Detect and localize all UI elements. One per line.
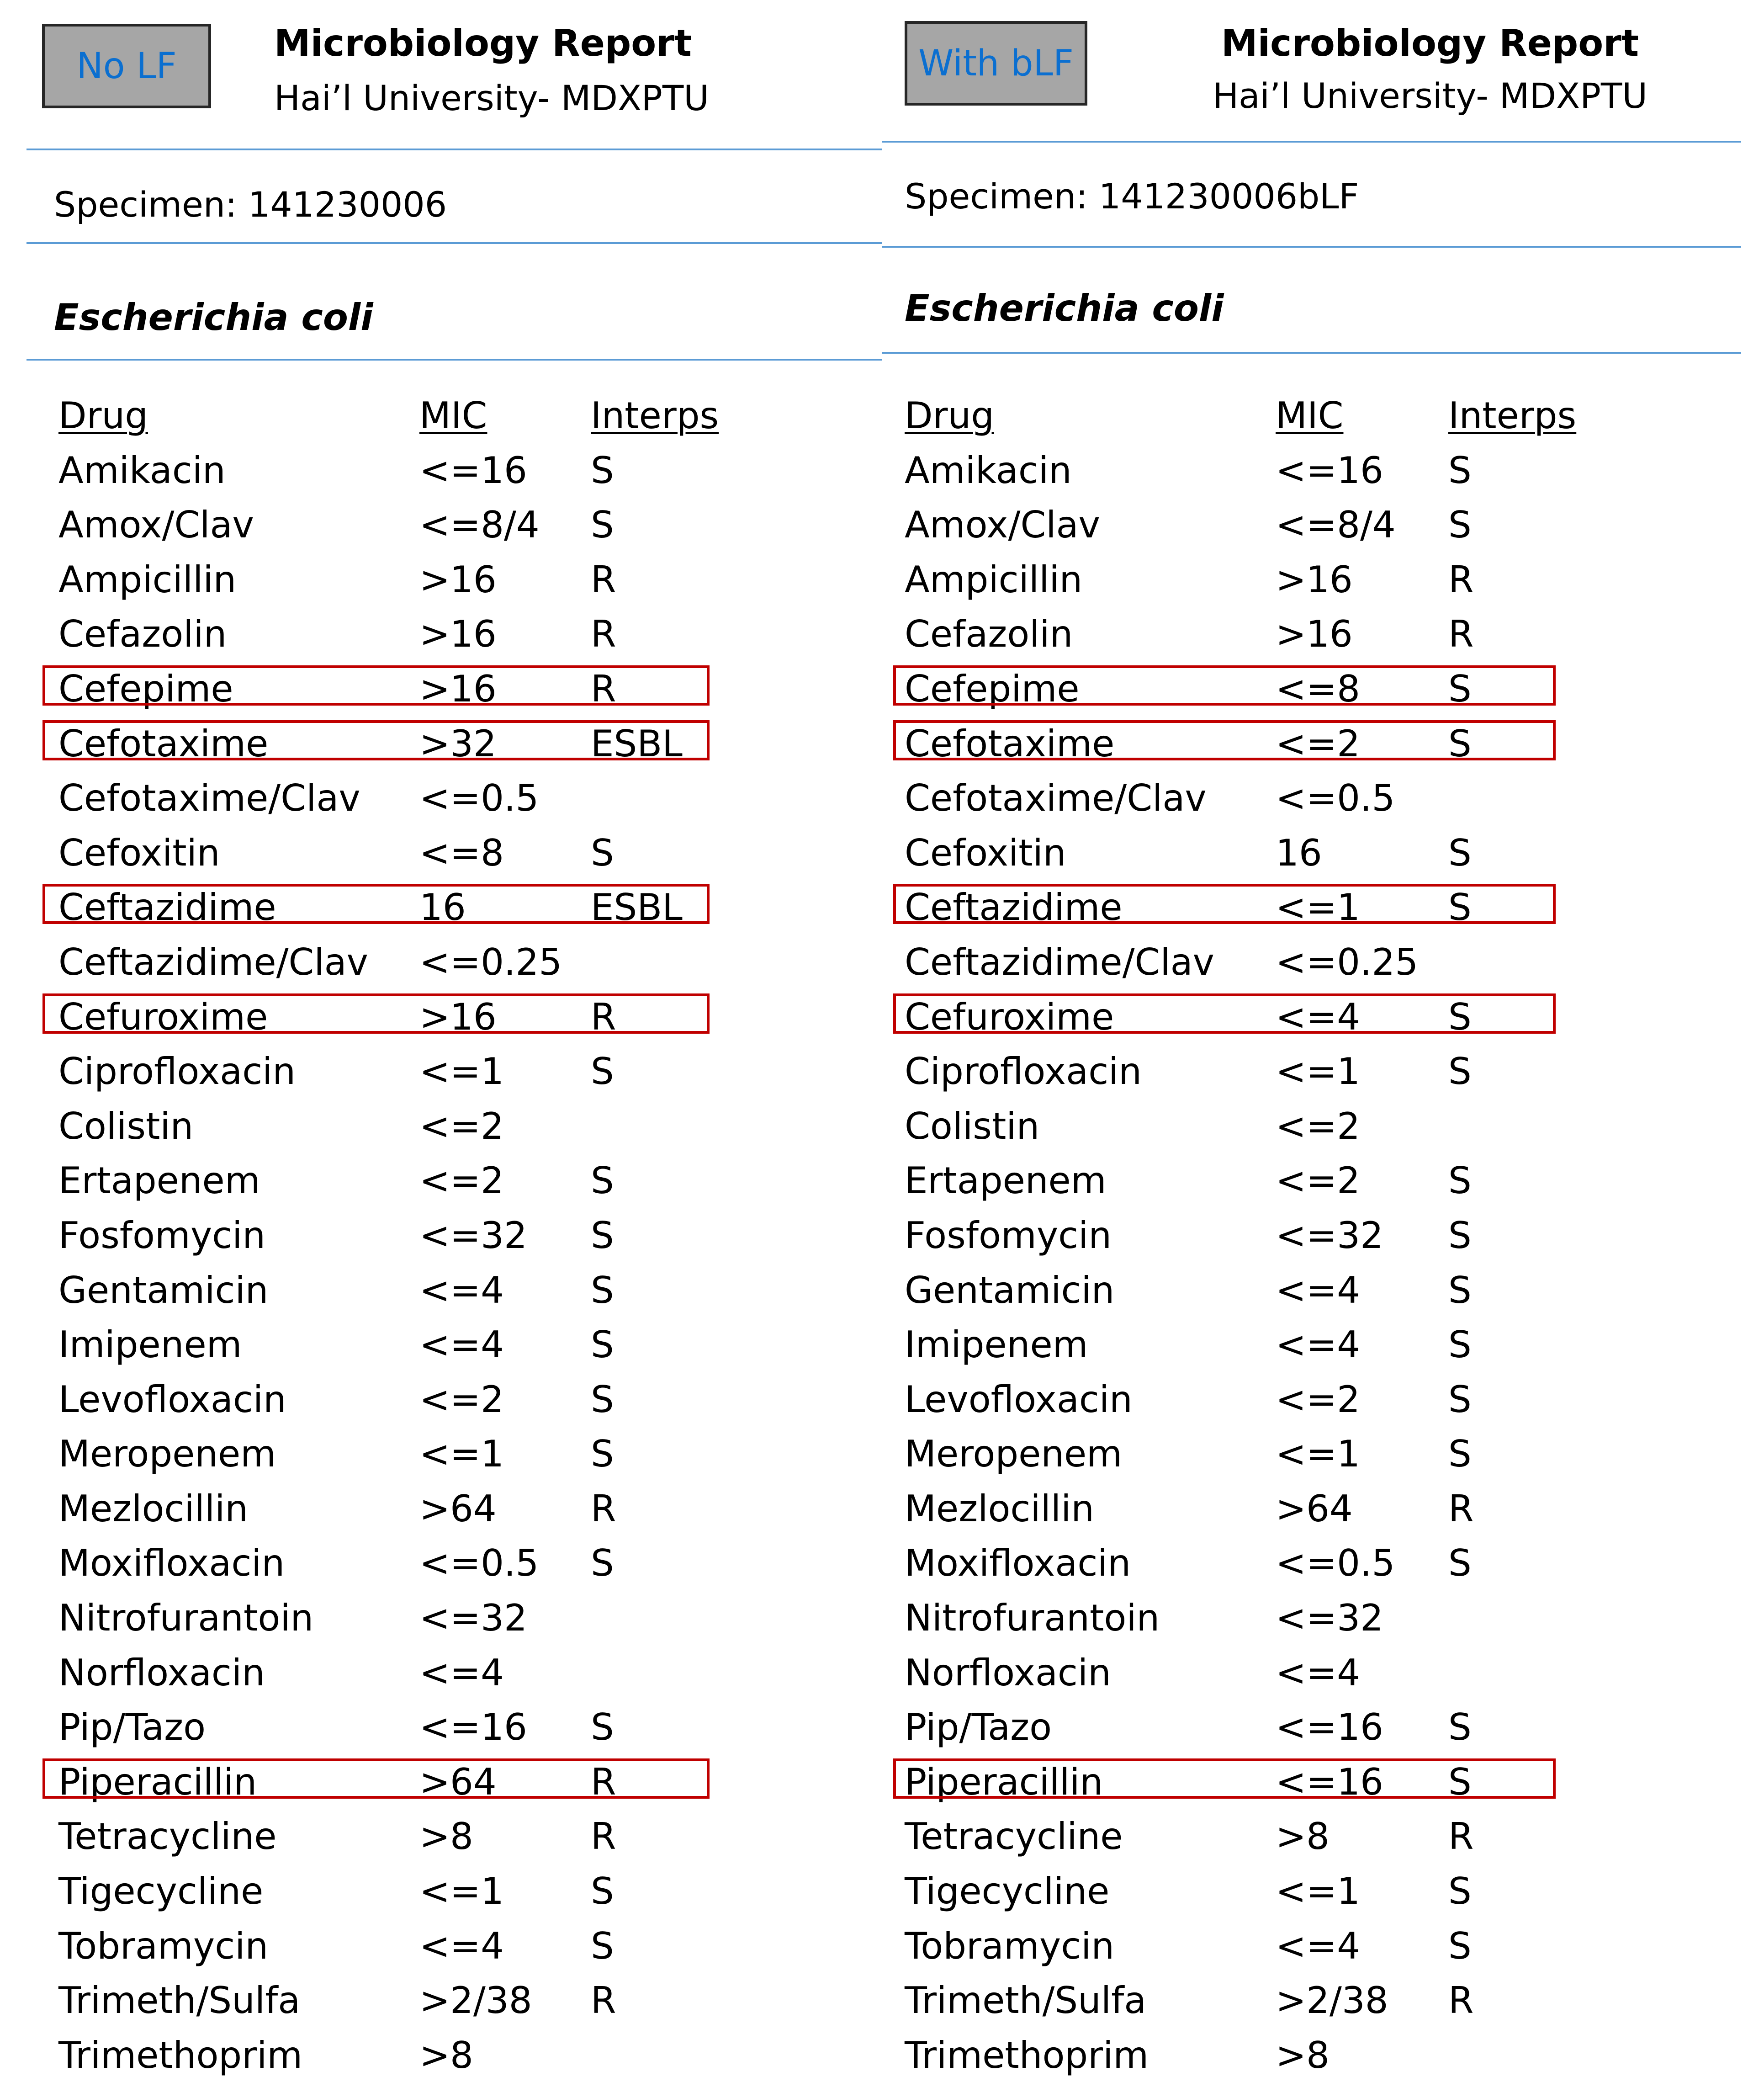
report-title: Microbiology Report [274,22,692,64]
drug-name: Piperacillin [905,1760,1103,1803]
mic-value: >32 [419,722,497,765]
drug-name: Ceftazidime [58,886,276,929]
drug-name: Trimethoprim [905,2034,1149,2077]
interpretation: S [1448,504,1472,547]
mic-value: <=16 [1276,449,1383,492]
interpretation: R [591,613,616,656]
mic-value: <=16 [419,1706,527,1749]
drug-name: Imipenem [58,1323,242,1366]
mic-value: <=4 [419,1323,504,1366]
mic-value: <=1 [1276,1870,1360,1913]
drug-name: Amikacin [58,449,226,492]
drug-name: Moxifloxacin [905,1542,1131,1585]
interpretation: S [591,1214,614,1257]
interpretation: ESBL [591,886,683,929]
mic-value: >16 [419,558,497,601]
drug-name: Trimeth/Sulfa [905,1979,1147,2022]
interpretation: S [1448,1378,1472,1421]
mic-value: 16 [1276,831,1322,874]
column-header-mic: MIC [419,394,487,437]
mic-value: <=2 [1276,1105,1360,1147]
mic-value: >16 [1276,613,1353,656]
interpretation: S [1448,449,1472,492]
specimen-id: Specimen: 141230006 [54,184,447,225]
drug-name: Trimeth/Sulfa [58,1979,301,2022]
interpretation: R [591,667,616,710]
interpretation: S [591,1706,614,1749]
specimen-id: Specimen: 141230006bLF [905,176,1359,217]
mic-value: <=8 [419,831,504,874]
organism-name: Escherichia coli [54,296,373,339]
mic-value: <=32 [1276,1214,1383,1257]
interpretation: S [1448,1269,1472,1312]
interpretation: R [1448,1487,1474,1530]
drug-name: Ciprofloxacin [905,1050,1142,1093]
mic-value: <=2 [1276,1159,1360,1202]
interpretation: S [591,1433,614,1476]
drug-name: Cefoxitin [58,831,220,874]
mic-value: <=4 [419,1924,504,1967]
interpretation: R [1448,558,1474,601]
interpretation: S [591,1378,614,1421]
mic-value: <=1 [1276,1433,1360,1476]
interpretation: S [591,1870,614,1913]
mic-value: <=32 [419,1214,527,1257]
mic-value: <=32 [1276,1597,1383,1640]
mic-value: <=16 [1276,1760,1383,1803]
column-header-interps: Interps [591,394,719,437]
drug-name: Tetracycline [905,1815,1123,1858]
mic-value: <=4 [419,1269,504,1312]
interpretation: S [1448,1760,1472,1803]
mic-value: <=8/4 [1276,504,1396,547]
drug-name: Cefepime [905,667,1080,710]
mic-value: <=4 [1276,1651,1360,1694]
interpretation: S [1448,1870,1472,1913]
mic-value: <=2 [1276,1378,1360,1421]
drug-name: Piperacillin [58,1760,257,1803]
interpretation: R [591,1815,616,1858]
interpretation: S [1448,1050,1472,1093]
divider [882,352,1741,354]
mic-value: <=1 [419,1433,504,1476]
interpretation: S [1448,831,1472,874]
interpretation: S [1448,722,1472,765]
mic-value: <=2 [1276,722,1360,765]
mic-value: <=4 [1276,1924,1360,1967]
mic-value: <=4 [1276,1323,1360,1366]
interpretation: R [591,995,616,1038]
mic-value: >8 [419,1815,473,1858]
drug-name: Gentamicin [58,1269,269,1312]
interpretation: R [1448,1815,1474,1858]
drug-name: Ertapenem [58,1159,260,1202]
drug-name: Pip/Tazo [905,1706,1052,1749]
mic-value: <=8 [1276,667,1360,710]
interpretation: R [591,1760,616,1803]
drug-name: Gentamicin [905,1269,1115,1312]
drug-name: Levofloxacin [905,1378,1133,1421]
interpretation: S [591,1924,614,1967]
interpretation: S [1448,1323,1472,1366]
drug-name: Meropenem [905,1433,1123,1476]
interpretation: R [1448,1979,1474,2022]
divider [882,246,1741,248]
drug-name: Tigecycline [58,1870,264,1913]
mic-value: <=1 [419,1870,504,1913]
drug-name: Cefuroxime [58,995,268,1038]
column-header-mic: MIC [1276,394,1344,437]
mic-value: <=1 [1276,886,1360,929]
interpretation: S [591,1159,614,1202]
report-panel-with-blf [882,0,1764,2098]
interpretation: S [1448,1706,1472,1749]
drug-name: Pip/Tazo [58,1706,206,1749]
drug-name: Cefuroxime [905,995,1114,1038]
interpretation: S [1448,1214,1472,1257]
drug-name: Norfloxacin [58,1651,265,1694]
interpretation: S [591,449,614,492]
drug-name: Colistin [905,1105,1040,1147]
drug-name: Mezlocillin [905,1487,1094,1530]
drug-name: Ciprofloxacin [58,1050,296,1093]
drug-name: Fosfomycin [905,1214,1112,1257]
mic-value: <=0.5 [1276,777,1395,820]
mic-value: >16 [419,667,497,710]
interpretation: S [1448,1924,1472,1967]
column-header-drug: Drug [905,394,994,437]
mic-value: <=0.25 [1276,940,1419,983]
drug-name: Ceftazidime/Clav [58,940,369,983]
mic-value: <=0.5 [419,777,539,820]
mic-value: <=4 [1276,1269,1360,1312]
drug-name: Fosfomycin [58,1214,266,1257]
drug-name: Tetracycline [58,1815,277,1858]
mic-value: <=32 [419,1597,527,1640]
drug-name: Tobramycin [58,1924,269,1967]
drug-name: Mezlocillin [58,1487,248,1530]
interpretation: S [591,504,614,547]
mic-value: >2/38 [1276,1979,1388,2022]
mic-value: >2/38 [419,1979,532,2022]
interpretation: S [591,1323,614,1366]
organism-name: Escherichia coli [905,287,1224,329]
mic-value: >64 [419,1760,497,1803]
drug-name: Moxifloxacin [58,1542,285,1585]
drug-name: Ceftazidime/Clav [905,940,1215,983]
divider [26,149,882,150]
drug-name: Cefepime [58,667,233,710]
interpretation: R [1448,613,1474,656]
interpretation: ESBL [591,722,683,765]
mic-value: <=0.25 [419,940,562,983]
divider [26,242,882,244]
drug-name: Amikacin [905,449,1072,492]
mic-value: <=0.5 [419,1542,539,1585]
mic-value: >8 [419,2034,473,2077]
drug-name: Cefotaxime [58,722,269,765]
interpretation: S [591,1269,614,1312]
column-header-drug: Drug [58,394,148,437]
drug-name: Colistin [58,1105,194,1147]
interpretation: S [591,1050,614,1093]
interpretation: R [591,1487,616,1530]
drug-name: Amox/Clav [58,504,254,547]
drug-name: Tigecycline [905,1870,1110,1913]
mic-value: <=16 [419,449,527,492]
drug-name: Imipenem [905,1323,1088,1366]
divider [882,141,1741,143]
interpretation: S [1448,667,1472,710]
interpretation: R [591,558,616,601]
interpretation: S [1448,886,1472,929]
condition-label: No LF [42,24,211,108]
mic-value: 16 [419,886,466,929]
mic-value: <=16 [1276,1706,1383,1749]
interpretation: S [591,1542,614,1585]
mic-value: <=0.5 [1276,1542,1395,1585]
drug-name: Cefotaxime/Clav [58,777,360,820]
interpretation: S [591,831,614,874]
mic-value: <=2 [419,1378,504,1421]
mic-value: >16 [419,613,497,656]
interpretation: S [1448,1159,1472,1202]
divider [26,359,882,361]
report-subtitle: Hai’l University- MDXPTU [1213,75,1647,116]
interpretation: R [591,1979,616,2022]
mic-value: >64 [1276,1487,1353,1530]
drug-name: Ceftazidime [905,886,1123,929]
drug-name: Cefazolin [58,613,227,656]
drug-name: Levofloxacin [58,1378,286,1421]
drug-name: Tobramycin [905,1924,1115,1967]
drug-name: Ampicillin [58,558,237,601]
interpretation: S [1448,1433,1472,1476]
condition-label: With bLF [905,21,1087,106]
mic-value: <=1 [1276,1050,1360,1093]
drug-name: Cefazolin [905,613,1073,656]
drug-name: Ertapenem [905,1159,1107,1202]
drug-name: Trimethoprim [58,2034,303,2077]
report-subtitle: Hai’l University- MDXPTU [274,78,709,118]
mic-value: <=2 [419,1105,504,1147]
column-header-interps: Interps [1448,394,1577,437]
drug-name: Nitrofurantoin [905,1597,1160,1640]
mic-value: >16 [419,995,497,1038]
drug-name: Amox/Clav [905,504,1100,547]
interpretation: S [1448,995,1472,1038]
mic-value: <=1 [419,1050,504,1093]
mic-value: <=4 [419,1651,504,1694]
drug-name: Cefoxitin [905,831,1066,874]
drug-name: Cefotaxime [905,722,1115,765]
drug-name: Nitrofurantoin [58,1597,314,1640]
report-title: Microbiology Report [1221,22,1639,64]
mic-value: >8 [1276,1815,1330,1858]
mic-value: <=4 [1276,995,1360,1038]
mic-value: <=8/4 [419,504,540,547]
drug-name: Ampicillin [905,558,1083,601]
mic-value: <=2 [419,1159,504,1202]
drug-name: Norfloxacin [905,1651,1111,1694]
mic-value: >8 [1276,2034,1330,2077]
interpretation: S [1448,1542,1472,1585]
mic-value: >16 [1276,558,1353,601]
drug-name: Cefotaxime/Clav [905,777,1207,820]
mic-value: >64 [419,1487,497,1530]
drug-name: Meropenem [58,1433,276,1476]
